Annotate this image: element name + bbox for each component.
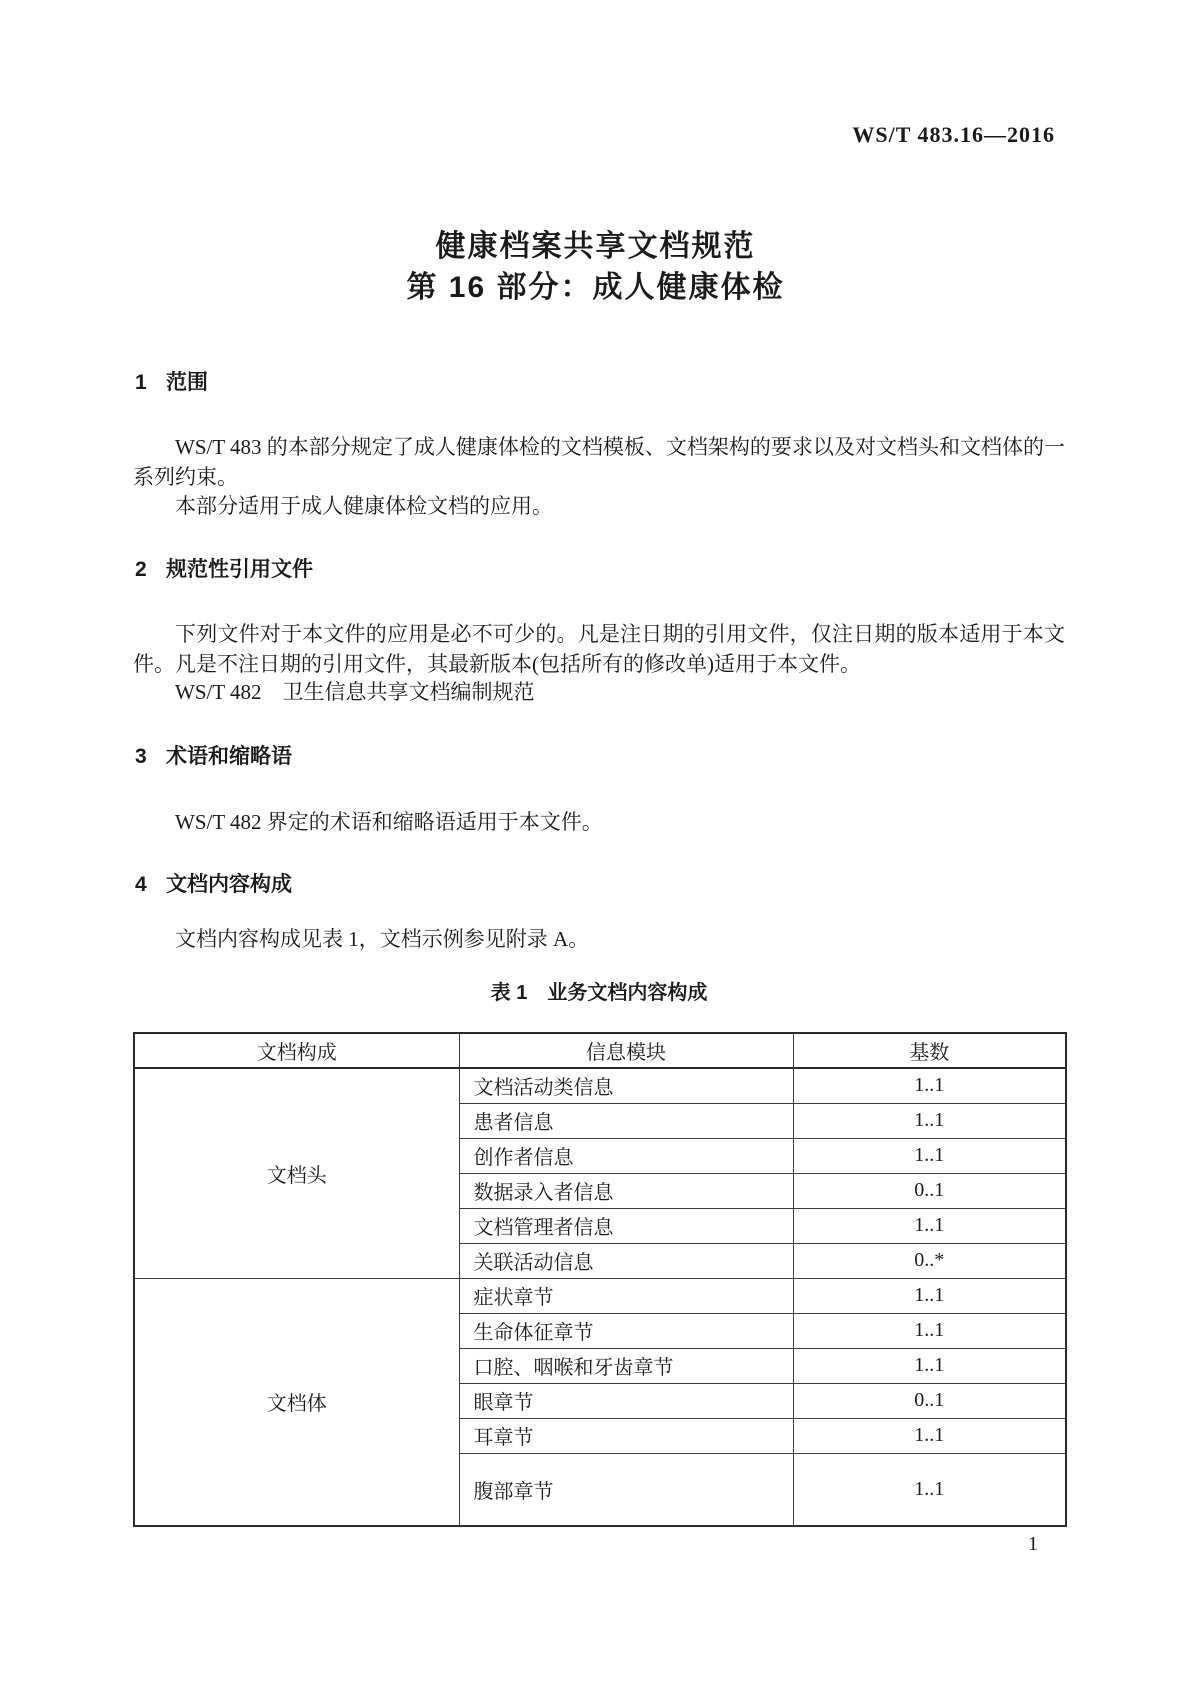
section-2-title: 规范性引用文件 bbox=[166, 558, 313, 581]
table-cell-module: 耳章节 bbox=[459, 1418, 793, 1453]
section-2-heading bbox=[135, 558, 1065, 582]
table-cell-cardinality: 1..1 bbox=[793, 1068, 1066, 1103]
table-row bbox=[134, 1068, 1066, 1103]
table-group-label-head: 文档头 bbox=[134, 1068, 459, 1278]
table-cell-module: 症状章节 bbox=[459, 1278, 793, 1313]
table-caption: 表 1 业务文档内容构成 bbox=[490, 982, 708, 1004]
section-2-paragraph-1: 下列文件对于本文件的应用是必不可少的。凡是注日期的引用文件，仅注日期的版本适用于本文件。凡是不注日期的引用文件，其最新版本(包括所有的修改单)适用于本文件。 bbox=[133, 622, 1065, 676]
column-header-composition: 文档构成 bbox=[134, 1033, 459, 1068]
table-cell-cardinality: 1..1 bbox=[793, 1453, 1066, 1526]
table-cell-module: 口腔、咽喉和牙齿章节 bbox=[459, 1348, 793, 1383]
table-cell-cardinality: 1..1 bbox=[793, 1138, 1066, 1173]
table-header-row bbox=[134, 1033, 1066, 1068]
section-3-paragraph-1: WS/T 482 界定的术语和缩略语适用于本文件。 bbox=[175, 810, 603, 834]
section-2-reference-line: WS/T 482 卫生信息共享文档编制规范 bbox=[175, 680, 535, 704]
column-header-module: 信息模块 bbox=[459, 1033, 793, 1068]
section-3-heading bbox=[135, 745, 1065, 769]
table-cell-module: 腹部章节 bbox=[459, 1453, 793, 1526]
section-1-paragraph-1: WS/T 483 的本部分规定了成人健康体检的文档模板、文档架构的要求以及对文档头和文档体的一系列约束。 bbox=[133, 435, 1065, 489]
table-cell-cardinality: 1..1 bbox=[793, 1103, 1066, 1138]
content-table-wrapper bbox=[133, 1032, 1067, 1527]
table-cell-cardinality: 0..* bbox=[793, 1243, 1066, 1278]
table-cell-module: 生命体征章节 bbox=[459, 1313, 793, 1348]
document-title-line2: 第 16 部分：成人健康体检 bbox=[406, 271, 785, 304]
standard-code: WS/T 483.16—2016 bbox=[852, 122, 1055, 147]
section-1-number: 1 bbox=[135, 371, 147, 394]
section-1-heading bbox=[135, 371, 1065, 395]
content-table bbox=[133, 1032, 1067, 1527]
table-cell-cardinality: 1..1 bbox=[793, 1313, 1066, 1348]
table-cell-module: 创作者信息 bbox=[459, 1138, 793, 1173]
table-cell-module: 眼章节 bbox=[459, 1383, 793, 1418]
table-cell-cardinality: 1..1 bbox=[793, 1348, 1066, 1383]
section-4-title: 文档内容构成 bbox=[166, 873, 292, 896]
page-number: 1 bbox=[1028, 1533, 1038, 1555]
section-3-title: 术语和缩略语 bbox=[166, 745, 292, 768]
table-cell-module: 关联活动信息 bbox=[459, 1243, 793, 1278]
section-2-number: 2 bbox=[135, 558, 147, 581]
document-title-line1: 健康档案共享文档规范 bbox=[435, 230, 756, 263]
table-cell-module: 患者信息 bbox=[459, 1103, 793, 1138]
section-3-number: 3 bbox=[135, 745, 147, 768]
section-4-number: 4 bbox=[135, 873, 147, 896]
table-cell-cardinality: 1..1 bbox=[793, 1208, 1066, 1243]
table-group-label-body: 文档体 bbox=[134, 1278, 459, 1526]
table-cell-module: 文档管理者信息 bbox=[459, 1208, 793, 1243]
section-1-title: 范围 bbox=[166, 371, 208, 394]
table-cell-module: 文档活动类信息 bbox=[459, 1068, 793, 1103]
section-4-paragraph-1: 文档内容构成见表 1，文档示例参见附录 A。 bbox=[175, 927, 590, 951]
table-cell-module: 数据录入者信息 bbox=[459, 1173, 793, 1208]
table-cell-cardinality: 0..1 bbox=[793, 1383, 1066, 1418]
section-1-paragraph-2: 本部分适用于成人健康体检文档的应用。 bbox=[175, 494, 553, 518]
column-header-cardinality: 基数 bbox=[793, 1033, 1066, 1068]
table-cell-cardinality: 1..1 bbox=[793, 1278, 1066, 1313]
table-cell-cardinality: 1..1 bbox=[793, 1418, 1066, 1453]
section-4-heading bbox=[135, 873, 1065, 897]
table-row bbox=[134, 1278, 1066, 1313]
table-cell-cardinality: 0..1 bbox=[793, 1173, 1066, 1208]
